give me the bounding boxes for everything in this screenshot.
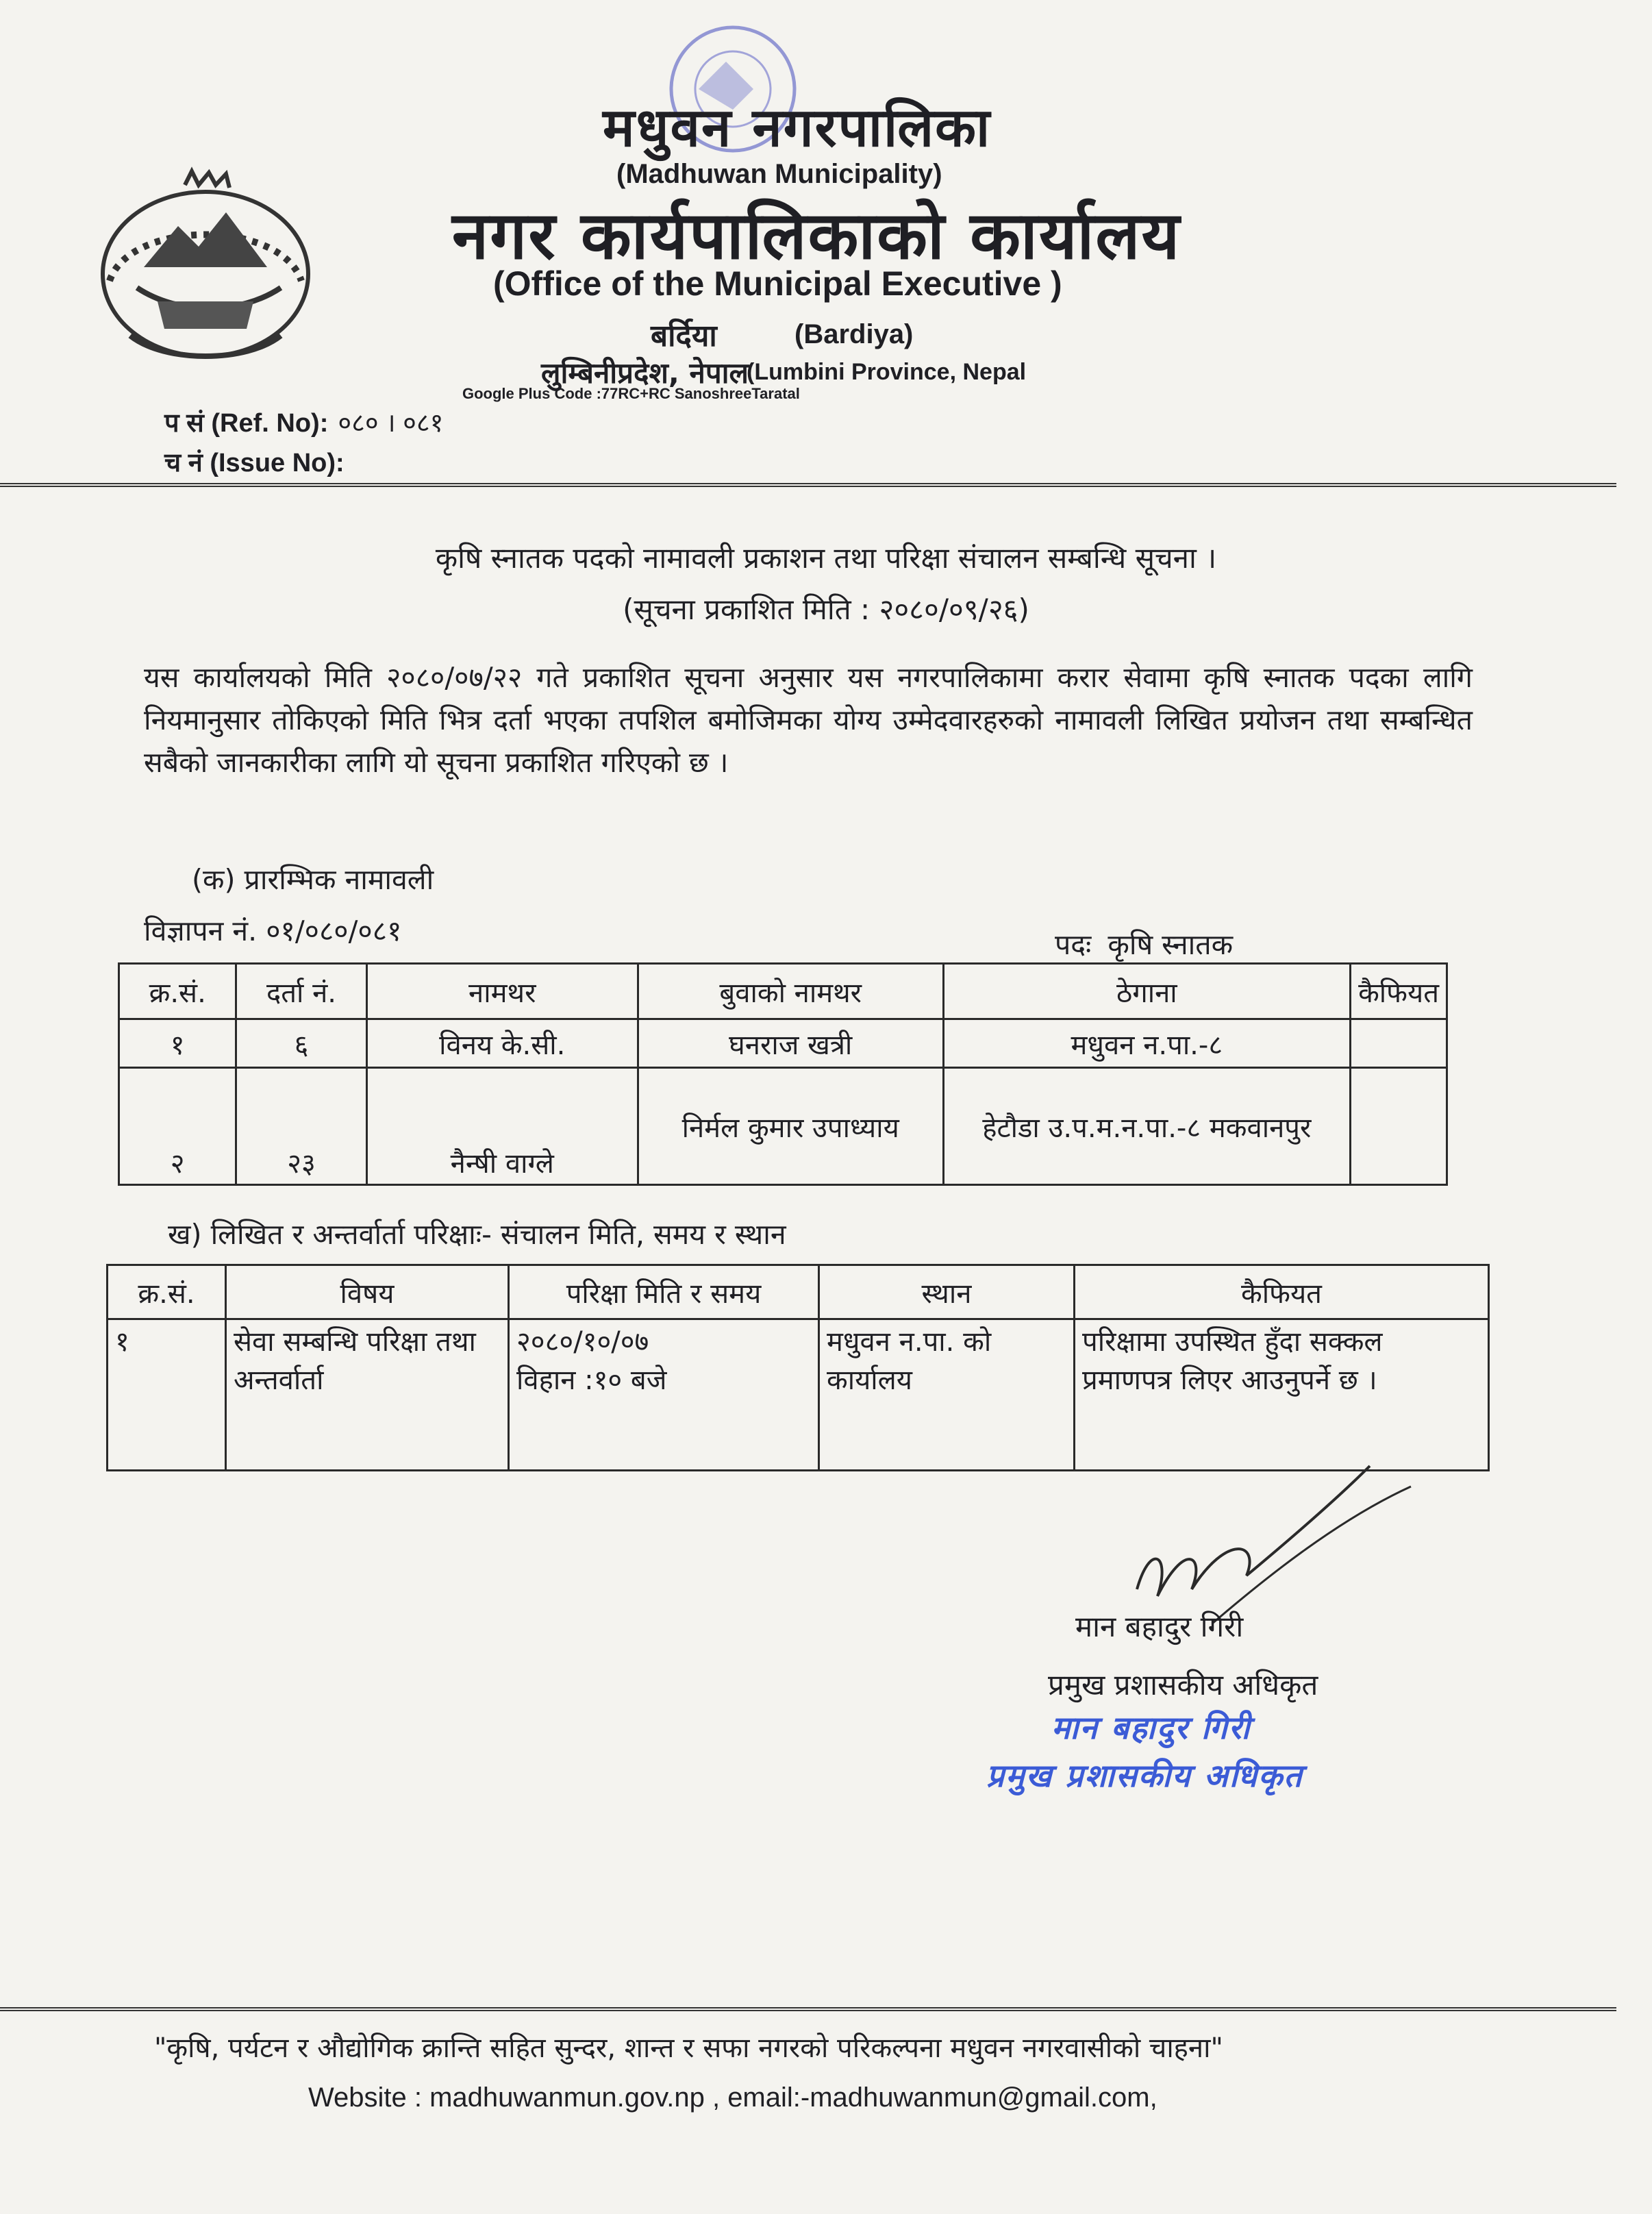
column-header: क्र.सं. (108, 1265, 226, 1319)
post-label: पदः (1055, 928, 1092, 961)
footer-website: Website : madhuwanmun.gov.np , email:-madhuwanmun@gmail.com, (308, 2082, 1157, 2113)
notice-title: कृषि स्नातक पदको नामावली प्रकाशन तथा परिक्षा संचालन सम्बन्धि सूचना । (435, 541, 1217, 575)
cell-subject: सेवा सम्बन्धि परिक्षा तथा अन्तर्वार्ता (226, 1319, 509, 1471)
ref-label: प सं (Ref. No): (164, 409, 329, 438)
office-name-en: (Office of the Municipal Executive ) (493, 264, 1062, 303)
column-header: विषय (226, 1265, 509, 1319)
cell-name: विनय के.सी. (366, 1019, 638, 1068)
cell-father: घनराज खत्री (638, 1019, 943, 1068)
issue-number-label: च नं (Issue No): (164, 449, 345, 477)
footer-slogan: "कृषि, पर्यटन र औद्योगिक क्रान्ति सहित सुन्दर, शान्त र सफा नगरको परिकल्पना मधुवन नगरवासीको चाहना" (154, 2032, 1223, 2064)
signatory-title: प्रमुख प्रशासकीय अधिकृत (1048, 1668, 1318, 1702)
cell-reg: ६ (236, 1019, 366, 1068)
section-a-heading: (क) प्रारम्भिक नामावली (192, 863, 434, 896)
column-header: कैफियत (1351, 964, 1447, 1019)
nepal-emblem-icon (82, 164, 329, 370)
municipality-name-en: (Madhuwan Municipality) (616, 159, 942, 189)
post-value: कृषि स्नातक (1107, 928, 1234, 961)
header-divider (0, 483, 1616, 487)
cell-sn: १ (108, 1319, 226, 1471)
notice-paragraph: यस कार्यालयको मिति २०८०/०७/२२ गते प्रकाशित सूचना अनुसार यस नगरपालिकामा करार सेवामा कृषि स्नातक पदका लागि नियमानुसार तोकिएको मिति भित्र दर्ता भएका तपशिल बमोजिमका योग्य उम्मेदवारहरुको नामावली लिखित प्रयोजन तथा सम्बन्धित सबैको जानकारीका लागि यो सूचना प्रकाशित गरिएको छ । (144, 661, 1473, 779)
google-plus-code: Google Plus Code :77RC+RC SanoshreeTaratal (462, 385, 800, 402)
ref-number (164, 404, 443, 440)
section-b-heading: ख) लिखित र अन्तर्वार्ता परिक्षाः- संचालन मिति, समय र स्थान (168, 1218, 786, 1251)
table-header-row (119, 964, 1447, 1019)
signatory-name: मान बहादुर गिरी (1075, 1610, 1244, 1643)
stamp-title: प्रमुख प्रशासकीय अधिकृत (986, 1757, 1303, 1794)
table-row (119, 1019, 1447, 1068)
exam-time: विहान :१० बजे (516, 1365, 667, 1396)
column-header: परिक्षा मिति र समय (509, 1265, 819, 1319)
column-header: ठेगाना (943, 964, 1350, 1019)
province-en: (Lumbini Province, Nepal (747, 359, 1027, 385)
column-header: कैफियत (1075, 1265, 1489, 1319)
cell-address: मधुवन न.पा.-८ (943, 1019, 1350, 1068)
ref-value: ०८० । ०८१ (338, 409, 444, 438)
footer-divider (0, 2007, 1616, 2011)
column-header: नामथर (366, 964, 638, 1019)
cell-remarks (1351, 1019, 1447, 1068)
district-en: (Bardiya) (794, 319, 914, 349)
column-header: दर्ता नं. (236, 964, 366, 1019)
cell-remarks (1351, 1068, 1447, 1185)
municipality-name-np: मधुवन नगरपालिका (603, 97, 992, 159)
cell-address: हेटौडा उ.प.म.न.पा.-८ मकवानपुर (943, 1068, 1350, 1185)
province-np: लुम्बिनीप्रदेश, नेपाल (541, 356, 749, 390)
cell-father: निर्मल कुमार उपाध्याय (638, 1068, 943, 1185)
cell-venue: मधुवन न.पा. को कार्यालय (819, 1319, 1075, 1471)
post-info (1055, 925, 1233, 963)
cell-sn: १ (119, 1019, 236, 1068)
office-name-np: नगर कार्यपालिकाको कार्यालय (452, 197, 1181, 274)
column-header: क्र.सं. (119, 964, 236, 1019)
cell-remarks: परिक्षामा उपस्थित हुँदा सक्कल प्रमाणपत्र लिएर आउनुपर्ने छ । (1075, 1319, 1489, 1471)
exam-date: २०८०/१०/०७ (516, 1326, 649, 1358)
notice-subtitle: (सूचना प्रकाशित मिति : २०८०/०९/२६) (623, 593, 1029, 626)
cell-name: नैन्षी वाग्ले (366, 1068, 638, 1185)
column-header: बुवाको नामथर (638, 964, 943, 1019)
column-header: स्थान (819, 1265, 1075, 1319)
table-row (119, 1068, 1447, 1185)
candidate-list-table (118, 962, 1448, 1186)
stamp-name: मान बहादुर गिरी (1051, 1709, 1251, 1746)
exam-schedule-table (106, 1264, 1490, 1471)
advert-number: विज्ञापन नं. ०१/०८०/०८१ (144, 915, 402, 947)
table-header-row (108, 1265, 1489, 1319)
cell-sn: २ (119, 1068, 236, 1185)
table-row (108, 1319, 1489, 1471)
cell-date-time (509, 1319, 819, 1471)
district-np: बर्दिया (651, 319, 717, 353)
cell-reg: २३ (236, 1068, 366, 1185)
